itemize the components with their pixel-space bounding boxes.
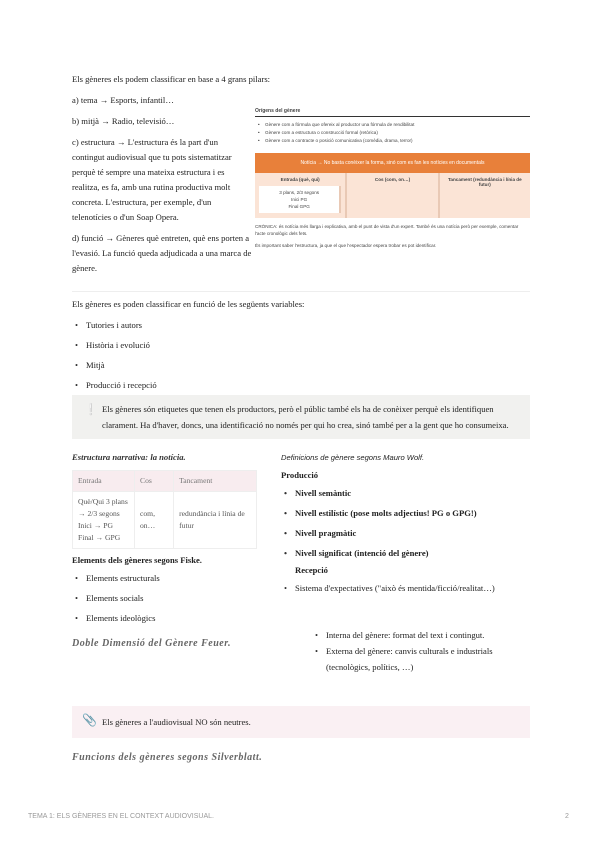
footer-title: TEMA 1: ELS GÈNERES EN EL CONTEXT AUDIOVISUAL.	[28, 813, 214, 820]
pillar-estructura: c) estructura → L'estructura és la part d'un contingut audiovisual que tu pots sistematitzar perquè té sempre una mateixa estructura i es realitza, es fa, amb una rutina productiva molt concreta. L'estructura, per exemple, d'un telenotícies o d'un Soap Opera.	[72, 137, 232, 222]
figure-columns	[255, 173, 530, 218]
list-item: • Nivell pragmàtic	[281, 523, 531, 543]
list-item: • Història i evolució	[72, 335, 530, 355]
variables-section	[72, 297, 530, 395]
production-label: Producció	[281, 470, 319, 480]
intro-section	[72, 72, 271, 282]
callout-text: Els gèneres a l'audiovisual NO són neutres.	[102, 717, 251, 727]
list-item: • Elements estructurals	[72, 568, 257, 588]
callout-etiquetes	[72, 395, 530, 439]
figure-bullet: • Gènere com a estructura o construcció formal (retòrica)	[255, 129, 530, 137]
page-number: 2	[565, 813, 569, 820]
variables-heading: Els gèneres es poden classificar en funció de les següents variables:	[72, 299, 305, 309]
figure-band: Notícia → No basta conèixer la forma, sinó com es fan les notícies en documentals	[255, 153, 530, 173]
table-header: Tancament	[174, 471, 257, 492]
list-item: • Nivell significat (intenció del gènere)	[281, 543, 531, 563]
wolf-title: Definicions de gènere segons Mauro Wolf.	[281, 453, 425, 462]
list-item: • Interna del gènere: format del text i contingut.	[312, 627, 532, 643]
intro-heading: Els gèneres els podem classificar en base a 4 grans pilars:	[72, 74, 271, 84]
feuer-title: Doble Dimensió del Gènere Feuer.	[72, 638, 232, 649]
silverblatt-title: Funcions dels gèneres segons Silverblatt.	[72, 752, 263, 763]
figure-bullet: • Gènere com a fórmula que ofereix al productor una fórmula de rendibilitat	[255, 121, 530, 129]
embedded-figure	[255, 108, 530, 278]
list-item: • Mitjà	[72, 355, 530, 375]
pillar-funcio: d) funció → Gèneres què entreten, què ens porten a l'evasió. La funció queda adjudicada a una marca de gènere.	[72, 233, 252, 273]
figure-title: Orígens del gènere	[255, 108, 530, 117]
list-item: • Externa del gènere: canvis culturals e industrials (tecnològics, polítics, …)	[312, 643, 532, 675]
figure-col: Tancament (redundància i línia de futur)	[447, 177, 522, 187]
list-item: • Sistema d'expectatives ("això és mentida/ficció/realitat…)	[281, 578, 531, 598]
divider	[72, 291, 530, 292]
list-item: • Nivell estilístic (pose molts adjectius! PG o GPG!)	[281, 503, 531, 523]
pillar-mitja: b) mitjà → Radio, televisió…	[72, 116, 175, 126]
list-item: • Tutories i autors	[72, 315, 530, 335]
figure-para: CRÒNICA: és notícia més llarga i explicativa, amb el punt de vista d'un expert. També és una notícia però per exemple, comentar l'acte cronològic dels fets.	[255, 224, 519, 236]
list-item: • Nivell semàntic	[281, 483, 531, 503]
list-item: • Elements socials	[72, 588, 257, 608]
list-item: • Elements ideològics	[72, 608, 257, 628]
list-item: • Producció i recepció	[72, 375, 530, 395]
wolf-section	[281, 450, 531, 598]
figure-box: 3 plans, 2/3 segons Inici PG Final GPG	[259, 186, 341, 213]
figure-bullet: • Gènere com a contracte o posició comunicativa (comèdia, drama, terror)	[255, 137, 530, 145]
pillar-tema: a) tema → Esports, infantil…	[72, 95, 174, 105]
fiske-title: Elements dels gèneres segons Fiske.	[72, 555, 202, 565]
callout-text: Els gèneres són etiquetes que tenen els productors, però el públic també els ha de conèixer perquè els identifiquen clarament. Ha d'haver, doncs, una identificació no només per qui ho crea, sinó també per a la gent que ho consumeixa.	[102, 404, 509, 430]
narrative-table	[72, 470, 257, 549]
callout-neutres	[72, 706, 530, 738]
narrative-title: Estructura narrativa: la notícia.	[72, 452, 186, 462]
table-row: Què/Qui 3 plans → 2/3 segons Inici → PG Final → GPG com, on… redundància i línia de futur	[73, 492, 257, 549]
table-header: Entrada	[73, 471, 135, 492]
figure-col: Cos (com, on…)	[347, 173, 439, 218]
narrative-section	[72, 450, 257, 628]
table-header: Cos	[135, 471, 174, 492]
exclamation-icon: ❕	[84, 404, 98, 416]
paperclip-icon: 📎	[82, 713, 97, 727]
reception-label: Recepció	[295, 565, 328, 575]
figure-col: Entrada (què, qui) 3 plans, 2/3 segons Inici PG Final GPG	[255, 173, 347, 218]
figure-para: És important saber l'estructura, ja que el que l'espectador espera trobar es pot identificar.	[255, 243, 437, 248]
